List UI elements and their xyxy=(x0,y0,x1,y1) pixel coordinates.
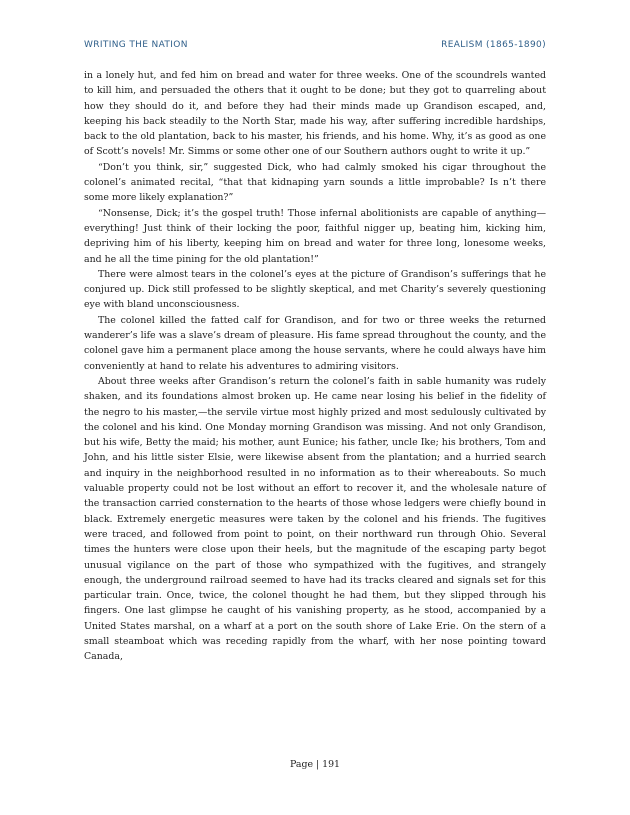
header-section-title: REALISM (1865-1890) xyxy=(441,40,546,50)
running-header xyxy=(84,40,546,50)
paragraph: The colonel killed the fatted calf for Grandison, and for two or three weeks the returned wanderer’s life was a slave’s dream of pleasure. His fame spread throughout the county, and the colonel gave him a permanent place among the house servants, where he could always have him conveniently at hand to relate his adventures to admiring visitors. xyxy=(84,314,546,372)
paragraph: “Don’t you think, sir,” suggested Dick, who had calmly smoked his cigar throughout the colonel’s animated recital, “that that kidnaping yarn sounds a little improbable? Is n’t there some more likely explanation?” xyxy=(84,161,546,204)
header-book-title: WRITING THE NATION xyxy=(84,40,188,50)
paragraph: There were almost tears in the colonel’s eyes at the picture of Grandison’s sufferings that he conjured up. Dick still professed to be slightly skeptical, and met Charity’s severely questioning eye with bland unconsciousness. xyxy=(84,268,546,311)
paragraph: “Nonsense, Dick; it’s the gospel truth! Those infernal abolitionists are capable of anything—everything! Just think of their locking the poor, faithful nigger up, beating him, kicking him, depriving him of his liberty, keeping him on bread and water for three long, lonesome weeks, and he all the time pining for the old plantation!” xyxy=(84,207,546,265)
page-number: Page | 191 xyxy=(289,759,341,770)
paragraph: in a lonely hut, and fed him on bread and water for three weeks. One of the scoundrels wanted to kill him, and persuaded the others that it ought to be done; but they got to quarreling about how they should do it, and before they had their minds made up Grandison escaped, and, keeping his back steadily to the North Star, made his way, after suffering incredible hardships, back to the old plantation, back to his master, his friends, and his home. Why, it’s as good as one of Scott’s novels! Mr. Simms or some other one of our Southern authors ought to write it up.” xyxy=(84,70,546,158)
body-text xyxy=(84,68,546,665)
paragraph: About three weeks after Grandison’s return the colonel’s faith in sable humanity was rudely shaken, and its foundations almost broken up. He came near losing his belief in the fidelity of the negro to his master,—the servile virtue most highly prized and most sedulously cultivated by the colonel and his kind. One Monday morning Grandison was missing. And not only Grandison, but his wife, Betty the maid; his mother, aunt Eunice; his father, uncle Ike; his brothers, Tom and John, and his little sister Elsie, were likewise absent from the plantation; and a hurried search and inquiry in the neighborhood resulted in no information as to their whereabouts. So much valuable property could not be lost without an effort to recover it, and the wholesale nature of the transaction carried consternation to the hearts of those whose ledgers were chiefly bound in black. Extremely energetic measures were taken by the colonel and his friends. The fugitives were traced, and followed from point to point, on their northward run through Ohio. Several times the hunters were close upon their heels, but the magnitude of the escaping party begot unusual vigilance on the part of those who sympathized with the fugitives, and strangely enough, the underground railroad seemed to have had its tracks cleared and signals set for this particular train. Once, twice, the colonel thought he had them, but they slipped through his fingers. One last glimpse he caught of his vanishing property, as he stood, accompanied by a United States marshal, on a wharf at a port on the south shore of Lake Erie. On the stern of a small steamboat which was receding rapidly from the wharf, with her nose pointing toward Canada, xyxy=(84,375,547,663)
